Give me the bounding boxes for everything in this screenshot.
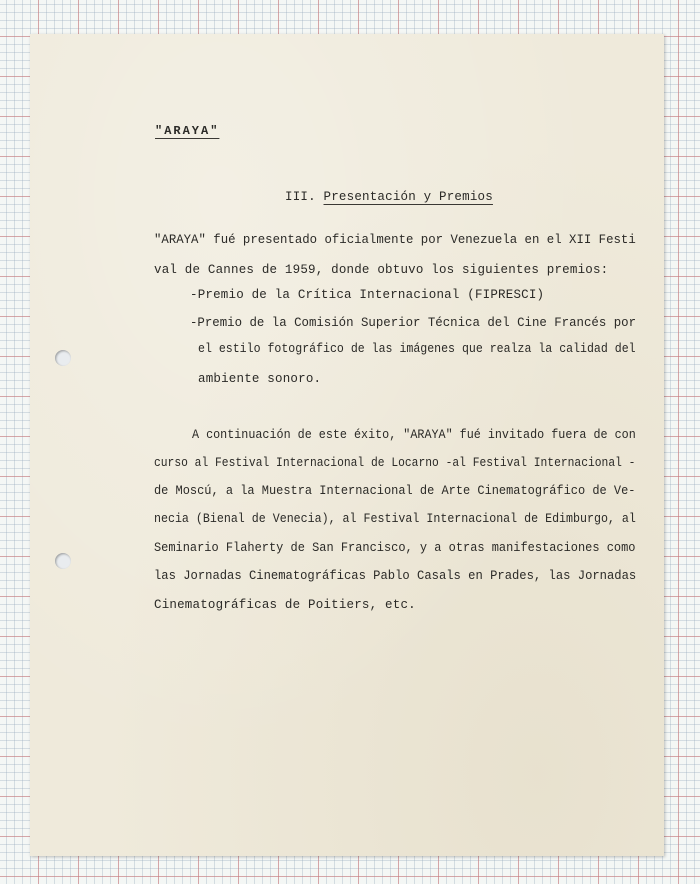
- punch-hole: [55, 350, 71, 366]
- paragraph-line: A continuación de este éxito, "ARAYA" fué invitado fuera de con: [192, 428, 636, 442]
- section-heading: [285, 190, 493, 204]
- award-item-continuation: ambiente sonoro.: [198, 372, 322, 386]
- section-number: III.: [285, 190, 316, 204]
- document-title: "ARAYA": [155, 124, 220, 138]
- award-item: -Premio de la Comisión Superior Técnica del Cine Francés por: [190, 316, 637, 330]
- paragraph-line: las Jornadas Cinematográficas Pablo Casals en Prades, las Jornadas: [154, 569, 637, 583]
- document-page: [30, 34, 664, 856]
- paragraph-line: necia (Bienal de Venecia), al Festival Internacional de Edimburgo, al: [154, 512, 636, 526]
- punch-hole: [55, 553, 71, 569]
- award-item-continuation: el estilo fotográfico de las imágenes que realza la calidad del: [198, 342, 636, 356]
- award-item: -Premio de la Crítica Internacional (FIPRESCI): [190, 288, 545, 302]
- paragraph-line: val de Cannes de 1959, donde obtuvo los siguientes premios:: [154, 263, 609, 277]
- paragraph-line: curso al Festival Internacional de Locarno -al Festival Internacional -: [154, 456, 636, 470]
- paragraph-line: de Moscú, a la Muestra Internacional de Arte Cinematográfico de Ve-: [154, 484, 636, 498]
- paragraph-line: "ARAYA" fué presentado oficialmente por Venezuela en el XII Festi: [154, 233, 636, 247]
- paragraph-line: Cinematográficas de Poitiers, etc.: [154, 598, 416, 612]
- section-heading-text: Presentación y Premios: [323, 190, 493, 204]
- paragraph-line: Seminario Flaherty de San Francisco, y a otras manifestaciones como: [154, 541, 636, 555]
